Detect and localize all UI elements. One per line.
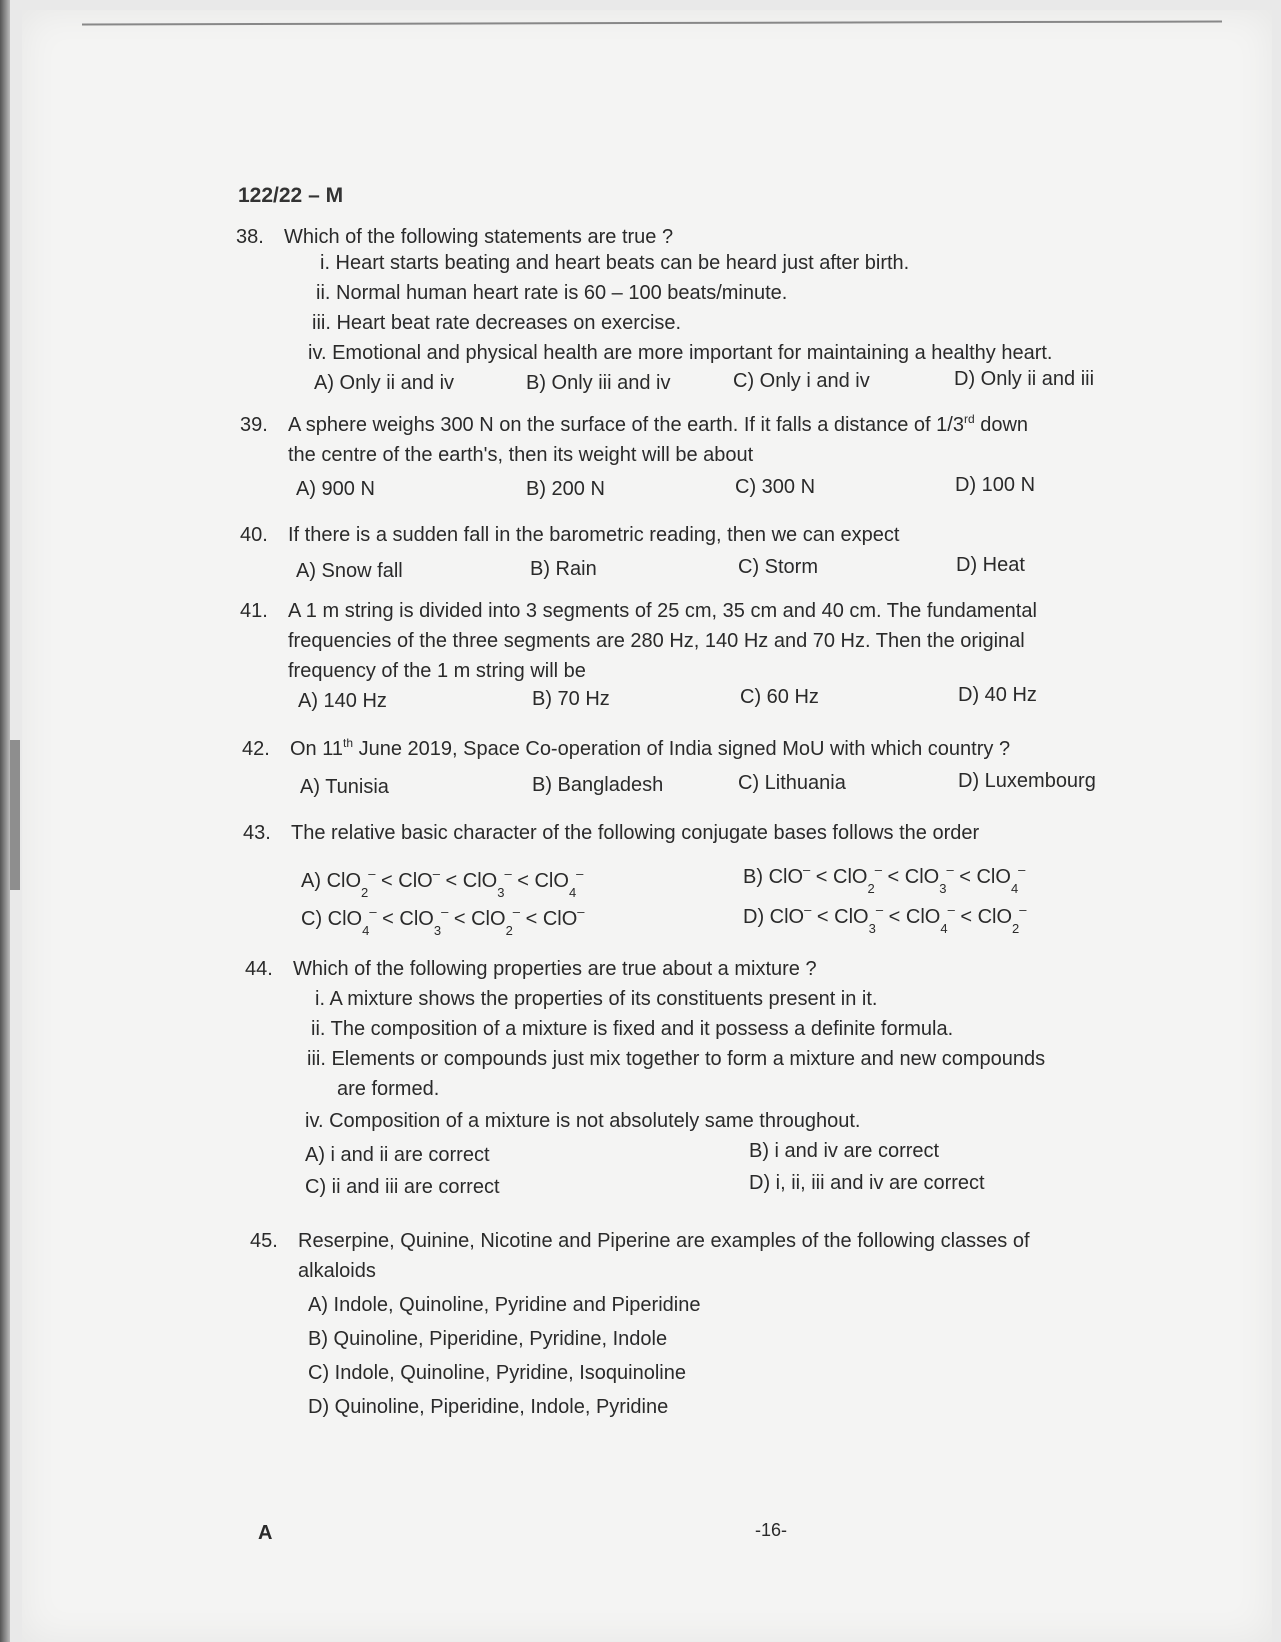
question-number: 43. [243,822,271,844]
question-stem: The relative basic character of the following conjugate bases follows the order [291,822,980,844]
question-number: 42. [242,738,270,760]
option-b: B) Rain [530,558,597,580]
question-stem: Which of the following statements are true ? [284,226,674,248]
formula: ClO [327,908,363,930]
question-number: 45. [250,1230,278,1252]
option-d: D) 100 N [955,474,1036,496]
formula: ClO [833,866,868,888]
charge: – [512,904,521,919]
subscript: 2 [505,923,513,938]
statement: i. Heart starts beating and heart beats can be heard just after birth. [320,252,910,274]
option-b: B) Bangladesh [532,774,664,796]
option-c: C) ii and iii are correct [305,1176,500,1198]
formula: ClO [834,906,869,928]
option-d: D) Heat [956,554,1025,576]
question-number: 38. [236,226,264,248]
lt: < [375,870,399,892]
formula: ClO [542,908,578,930]
statement: iii. Heart beat rate decreases on exercise. [312,312,682,334]
option-label: C) [301,908,323,930]
formula: ClO [977,906,1013,928]
option-c: C) 60 Hz [740,686,819,708]
formula: ClO [471,908,506,930]
subscript: 2 [1012,921,1020,936]
lt: < [376,908,400,930]
option-label: A) [301,870,321,892]
option-c: C) Only i and iv [733,370,870,392]
question-stem-line2: alkaloids [298,1260,376,1282]
charge: – [577,904,585,919]
option-b: B) 200 N [526,478,605,500]
question-stem-line: frequency of the 1 m string will be [288,660,586,682]
question-stem: A 1 m string is divided into 3 segments of 25 cm, 35 cm and 40 cm. The fundamental [288,600,1037,622]
charge: – [947,902,955,917]
charge: – [368,866,376,881]
question-39 [240,410,1190,510]
formula: ClO [976,866,1011,888]
formula: ClO [534,870,569,892]
question-44 [245,954,1205,1204]
subscript: 4 [1010,881,1019,896]
charge: – [369,904,377,919]
lt: < [810,866,834,888]
question-40 [240,520,1190,590]
formula: ClO [904,866,940,888]
option-a: A) Only ii and iv [314,372,455,394]
stem-text: On 11 [290,738,343,760]
option-a: A) Tunisia [300,776,389,798]
lt: < [439,870,463,892]
charge: – [803,862,811,877]
option-a: A) 900 N [296,478,375,500]
option-d [743,902,1027,936]
option-d: D) Quinoline, Piperidine, Indole, Pyridine [308,1396,669,1418]
option-c: C) Lithuania [738,772,846,794]
subscript: 3 [868,921,876,936]
option-a: A) Snow fall [296,560,403,582]
stem-text: A sphere weighs 300 N on the surface of the earth. If it falls a distance of 1/3 [288,414,964,436]
formula: ClO [462,870,498,892]
question-45 [250,1226,1210,1426]
option-b: B) Only iii and iv [526,372,671,394]
lt: < [883,906,906,928]
question-stem [288,410,1028,440]
option-c [301,904,585,938]
question-number: 41. [240,600,268,622]
question-stem: If there is a sudden fall in the barometric reading, then we can expect [288,524,900,546]
option-d: D) 40 Hz [958,684,1037,706]
subscript: 2 [361,885,369,900]
option-b: B) Quinoline, Piperidine, Pyridine, Indole [308,1328,668,1350]
statement: iii. Elements or compounds just mix together to form a mixture and new compounds [307,1048,1046,1070]
question-43 [243,818,1193,938]
lt: < [953,866,977,888]
charge: – [1018,862,1026,877]
subscript: 4 [362,923,370,938]
question-number: 40. [240,524,268,546]
paper-code: 122/22 – M [238,184,344,207]
lt: < [520,908,543,930]
option-a: A) i and ii are correct [305,1144,490,1166]
option-label: D) [743,906,765,928]
option-b: B) i and iv are correct [749,1140,940,1162]
question-number: 39. [240,414,268,436]
option-c: C) Indole, Quinoline, Pyridine, Isoquinoline [308,1362,686,1384]
formula: ClO [326,870,362,892]
subscript: 2 [867,881,875,896]
question-stem-line: frequencies of the three segments are 280 Hz, 140 Hz and 70 Hz. Then the original [288,630,1025,652]
series-code: A [258,1522,273,1544]
option-a [301,866,584,900]
lt: < [511,870,535,892]
option-label: B) [743,866,763,888]
formula: ClO [398,870,433,892]
charge: – [441,904,449,919]
statement: iv. Composition of a mixture is not absolutely same throughout. [305,1110,861,1132]
question-stem: Which of the following properties are true about a mixture ? [293,958,817,980]
statement: i. A mixture shows the properties of its constituents present in it. [315,988,878,1010]
statement: iv. Emotional and physical health are more important for maintaining a healthy heart. [308,342,1053,364]
option-d: D) Luxembourg [958,770,1096,792]
question-stem-line2: the centre of the earth's, then its weight will be about [288,444,754,466]
scan-left-edge [0,0,10,1642]
option-c: C) 300 N [735,476,816,498]
formula: ClO [905,906,941,928]
charge: – [874,862,882,877]
question-number: 44. [245,958,273,980]
option-d: D) Only ii and iii [954,368,1095,390]
charge: – [576,866,584,881]
question-42 [242,734,1192,804]
subscript: 3 [497,885,505,900]
stem-text: down [974,414,1029,436]
formula: ClO [769,906,805,928]
subscript: 3 [433,923,442,938]
lt: < [448,908,472,930]
statement: ii. Normal human heart rate is 60 – 100 beats/minute. [316,282,788,304]
top-rule [82,21,1222,26]
formula: ClO [768,866,804,888]
subscript: 3 [939,881,947,896]
statement-continuation: are formed. [337,1078,440,1100]
option-c: C) Storm [738,556,818,578]
ordinal-suffix: th [343,736,354,750]
option-b: B) 70 Hz [532,688,610,710]
page-number: -16- [755,1520,788,1540]
charge: – [875,902,884,917]
formula: ClO [399,908,434,930]
option-a: A) Indole, Quinoline, Pyridine and Piperidine [308,1294,701,1316]
question-stem: Reserpine, Quinine, Nicotine and Piperine are examples of the following classes of [298,1230,1030,1252]
lt: < [811,906,835,928]
stem-text: June 2019, Space Co-operation of India signed MoU with which country ? [353,738,1011,760]
question-41 [240,596,1190,726]
charge: – [504,866,512,881]
statement: ii. The composition of a mixture is fixed and it possess a definite formula. [311,1018,954,1040]
charge: – [432,866,440,881]
question-stem [290,734,1010,764]
charge: – [1019,902,1027,917]
charge: – [946,862,954,877]
subscript: 4 [568,885,577,900]
charge: – [804,902,812,917]
option-a: A) 140 Hz [298,690,387,712]
binding-mark [10,740,20,890]
subscript: 4 [940,921,948,936]
question-38 [236,222,1186,402]
lt: < [954,906,978,928]
lt: < [881,866,905,888]
option-b [743,862,1026,896]
ordinal-suffix: rd [963,412,975,426]
option-d: D) i, ii, iii and iv are correct [749,1172,985,1194]
